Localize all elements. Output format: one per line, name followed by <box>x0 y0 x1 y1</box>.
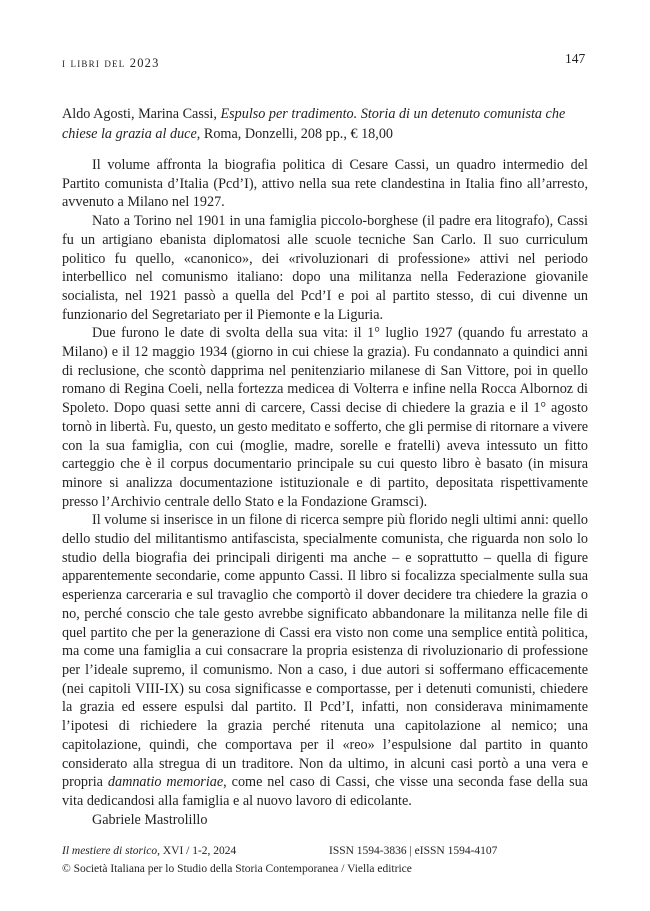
citation-title: Espulso per tradimento. Storia di un detenuto comunista che chiese la grazia al duce <box>62 106 566 142</box>
paragraph-4-end: , come nel caso di Cassi, che visse una seconda fase della sua vita dedicandosi alla famiglia e al nuovo lavoro di edicolante. <box>62 774 588 809</box>
paragraph-1: Il volume affronta la biografia politica di Cesare Cassi, un quadro intermedio del Partito comunista d’Italia (Pcd’I), attivo nella sua rete clandestina in Italia fino all’arresto, avvenuto a Milano nel 1927. <box>62 157 588 211</box>
running-header: i libri del 2023 <box>62 56 160 70</box>
paragraph-4-start: Il volume si inserisce in un filone di ricerca sempre più florido negli ultimi anni: quello dello studio del militantismo antifascista, specialmente comunista, che riguarda non solo lo studio della biografia dei principali dirigenti ma anche – e soprattutto – quella di figure apparentemente secondarie, come appunto Cassi. Il libro si focalizza specialmente sulla sua esperienza carceraria e sul travaglio che comportò il dover decidere tra chiedere la grazia o no, perché conscio che tale gesto avrebbe significato abbandonare la militanza nelle file di quel partito che per la generazione di Cassi era visto non come una semplice entità politica, ma come una famiglia a cui consacrare la propria esistenza di rivoluzionario di professione per l’ideale supremo, il comunismo. Non a caso, i due autori si soffermano efficacemente (nei capitoli VIII-IX) su cosa significasse e comportasse, per i detenuti comunisti, chiedere la grazia ed essere espulsi dal partito. Il Pcd’I, infatti, non considerava minimamente l’ipotesi di richiedere la grazia perché ritenuta una capitolazione al nemico; una capitolazione, quindi, che comportava per il «reo» l’espulsione dal partito in quanto considerato alla stregua di un traditore. Non da ultimo, in alcuni casi portò a una vera e propria <box>62 512 588 791</box>
journal-issue: , XVI / 1-2, 2024 <box>157 845 237 857</box>
review-body <box>62 156 588 829</box>
footer-copyright: © Società Italiana per lo Studio della Storia Contemporanea / Viella editrice <box>62 863 412 875</box>
page-number: 147 <box>565 51 586 66</box>
reviewer-name: Gabriele Mastrolillo <box>92 811 208 828</box>
paragraph-2: Nato a Torino nel 1901 in una famiglia piccolo-borghese (il padre era litografo), Cassi fu un artigiano ebanista diplomatosi alle scuole tecniche San Carlo. Il suo curriculum politico fu quello, «canonico», dei «rivoluzionari di professione» attivi nel periodo interbellico nel comunismo italiano: dopo una militanza nella Federazione giovanile socialista, nel 1921 passò a quella del Pcd’I e poi al partito stesso, di cui divenne un funzionario del Segretariato per il Piemonte e la Liguria. <box>62 213 588 323</box>
book-citation <box>62 104 588 144</box>
footer-issn: ISSN 1594-3836 | eISSN 1594-4107 <box>329 845 498 857</box>
citation-authors: Aldo Agosti, Marina Cassi, <box>62 106 221 122</box>
paragraph-4-italic: damnatio memoriae <box>107 774 224 791</box>
journal-title: Il mestiere di storico <box>62 845 158 857</box>
footer-journal <box>62 845 236 857</box>
paragraph-4 <box>62 511 588 810</box>
paragraph-3: Due furono le date di svolta della sua vita: il 1° luglio 1927 (quando fu arrestato a Milano) e il 12 maggio 1934 (giorno in cui chiese la grazia). Fu condannato a quindici anni di reclusione, che scontò dapprima nel penitenziario milanese di San Vittore, poi in quello romano di Regina Coeli, nella fortezza medicea di Volterra e infine nella Rocca Albornoz di Spoleto. Dopo quasi sette anni di carcere, Cassi decise di chiedere la grazia e il 1° agosto tornò in libertà. Fu, questo, un gesto meditato e sofferto, che gli permise di ritornare a vivere con la sua famiglia, con cui (moglie, madre, sorelle e fratelli) aveva intessuto un fitto carteggio che è il corpus documentario principale su cui questo libro è basato (in misura minore si analizza documentazione istituzionale e di partito, depositata rispettivamente presso l’Archivio centrale dello Stato e la Fondazione Gramsci). <box>62 325 588 510</box>
citation-publication: , Roma, Donzelli, 208 pp., € 18,00 <box>196 126 394 142</box>
